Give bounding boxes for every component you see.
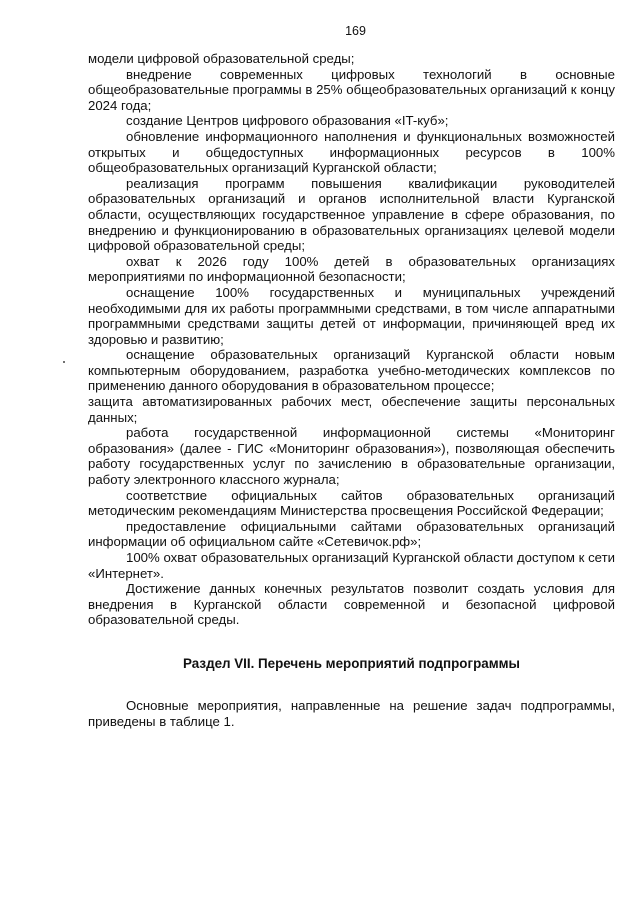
paragraph: создание Центров цифрового образования «IT-куб»; bbox=[126, 113, 449, 129]
paragraph: предоставление официальными сайтами образовательных организаций информации об официальном сайте «Сетевичок.рф»; bbox=[88, 518, 615, 550]
paragraph: обновление информационного наполнения и функциональных возможностей открытых и общедоступных информационных ресурсов в 100% общеобразовательных организаций Курганской области; bbox=[88, 128, 615, 176]
paragraph: соответствие официальных сайтов образовательных организаций методическим рекомендациям Министерства просвещения Российской Федерации; bbox=[88, 487, 615, 519]
paragraph: защита автоматизированных рабочих мест, обеспечение защиты персональных данных; bbox=[88, 394, 615, 425]
paragraph: охват к 2026 году 100% детей в образовательных организациях мероприятиями по информационной безопасности; bbox=[88, 253, 615, 285]
paragraph: работа государственной информационной системы «Мониторинг образования» (далее - ГИС «Мониторинг образования»), позволяющая обеспечить работу государственных услуг по зачислению в образовательные организации, работу электронного классного журнала; bbox=[88, 425, 615, 488]
page-number: 169 bbox=[345, 24, 366, 38]
margin-mark bbox=[63, 361, 65, 363]
body-text bbox=[88, 51, 615, 628]
document-page bbox=[88, 24, 615, 729]
paragraph: оснащение образовательных организаций Курганской области новым компьютерным оборудованием, разработка учебно-методических комплексов по применению данного оборудования в образовательном процессе; bbox=[88, 347, 615, 394]
paragraph: реализация программ повышения квалификации руководителей образовательных организаций и органов исполнительной власти Курганской области, осуществляющих государственное управление в сфере образования, по внедрению и функционированию в образовательных организациях целевой модели цифровой образовательной среды; bbox=[88, 175, 615, 254]
section-title: Раздел VII. Перечень мероприятий подпрограммы bbox=[183, 655, 520, 671]
paragraph: оснащение 100% государственных и муниципальных учреждений необходимыми для их работы программными средствами, в том числе аппаратными программными средствами защиты детей от информации, причиняющей вред их здоровью и развитию; bbox=[88, 284, 615, 347]
final-paragraph: Основные мероприятия, направленные на решение задач подпрограммы, приведены в таблице 1. bbox=[88, 697, 615, 729]
paragraph: 100% охват образовательных организаций Курганской области доступом к сети «Интернет». bbox=[88, 550, 615, 581]
paragraph: Достижение данных конечных результатов позволит создать условия для внедрения в Курганской области современной и безопасной цифровой образовательной среды. bbox=[88, 581, 615, 628]
paragraph: модели цифровой образовательной среды; bbox=[88, 51, 355, 66]
paragraph: внедрение современных цифровых технологий в основные общеобразовательные программы в 25% общеобразовательных организаций к концу 2024 года; bbox=[88, 66, 615, 113]
